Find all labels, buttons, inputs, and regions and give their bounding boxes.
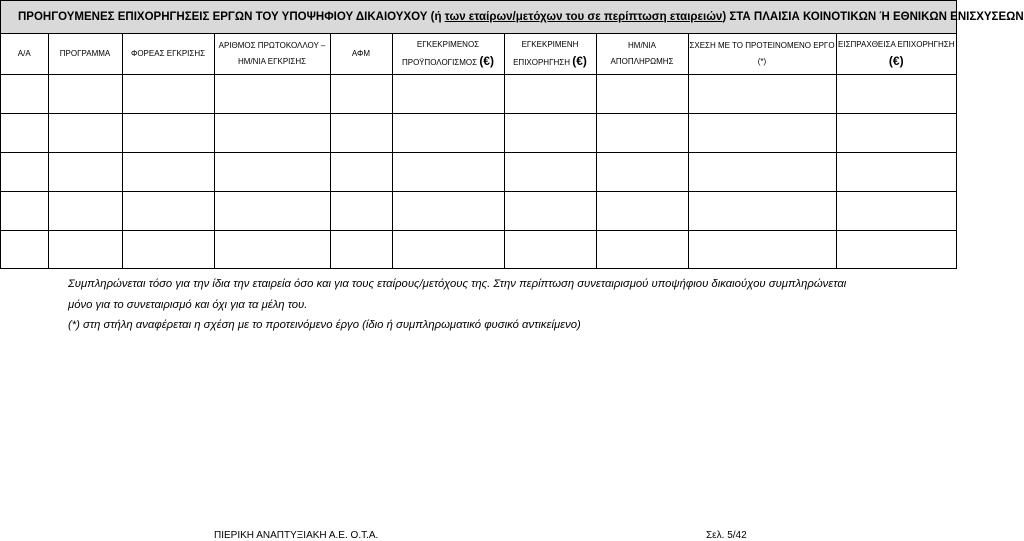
table-cell[interactable] (330, 75, 392, 114)
table-cell[interactable] (122, 114, 214, 153)
table-cell[interactable] (596, 75, 688, 114)
col-header-protocol-date: ΑΡΙΘΜΟΣ ΠΡΩΤΟΚΟΛΛΟΥ – ΗΜ/ΝΙΑ ΕΓΚΡΙΣΗΣ (214, 34, 330, 75)
footnotes (68, 274, 948, 336)
table-cell[interactable] (688, 153, 836, 192)
table-cell[interactable] (688, 114, 836, 153)
table-cell[interactable] (48, 114, 122, 153)
table-title (1, 1, 1024, 34)
footer-page-number: Σελ. 5/42 (706, 530, 747, 541)
table-cell[interactable] (122, 192, 214, 231)
col-header-approval-body: ΦΟΡΕΑΣ ΕΓΚΡΙΣΗΣ (122, 34, 214, 75)
table-cell[interactable] (504, 153, 596, 192)
table-cell[interactable] (48, 153, 122, 192)
col-header-program: ΠΡΟΓΡΑΜΜΑ (48, 34, 122, 75)
table-title-prefix: ΠΡΟΗΓΟΥΜΕΝΕΣ ΕΠΙΧΟΡΗΓΗΣΕΙΣ ΕΡΓΩΝ ΤΟΥ ΥΠΟΨΗΦΙΟΥ ΔΙΚΑΙΟΥΧΟΥ (ή (18, 11, 445, 23)
header-row (1, 34, 956, 75)
table-cell[interactable] (504, 231, 596, 270)
table-cell[interactable] (836, 153, 956, 192)
table-cell[interactable] (214, 75, 330, 114)
table-cell[interactable] (48, 192, 122, 231)
table-cell[interactable] (688, 75, 836, 114)
form-table-frame (0, 0, 1024, 269)
table-cell[interactable] (836, 75, 956, 114)
col-header-relation: ΣΧΕΣΗ ΜΕ ΤΟ ΠΡΟΤΕΙΝΟΜΕΝΟ ΕΡΓΟ (*) (688, 34, 836, 75)
table-cell[interactable] (214, 192, 330, 231)
col-header-payment-date: ΗΜ/ΝΙΑ ΑΠΟΠΛΗΡΩΜΗΣ (596, 34, 688, 75)
note-line: (*) στη στήλη αναφέρεται η σχέση με το προτεινόμενο έργο (ίδιο ή συμπληρωματικό φυσικό αντικείμενο) (68, 319, 581, 331)
table-cell[interactable] (122, 153, 214, 192)
table-row (1, 75, 956, 114)
table-cell[interactable] (596, 153, 688, 192)
col-header-collected-subsidy: ΕΙΣΠΡΑΧΘΕΙΣΑ ΕΠΙΧΟΡΗΓΗΣΗ (€) (836, 34, 956, 75)
table-cell[interactable] (1, 153, 48, 192)
table-cell[interactable] (48, 75, 122, 114)
table-cell[interactable] (836, 231, 956, 270)
table-cell[interactable] (214, 153, 330, 192)
table-cell[interactable] (392, 192, 504, 231)
table-cell[interactable] (330, 153, 392, 192)
table-cell[interactable] (688, 192, 836, 231)
table-cell[interactable] (1, 75, 48, 114)
table-cell[interactable] (596, 231, 688, 270)
table-title-suffix: ) ΣΤΑ ΠΛΑΙΣΙΑ ΚΟΙΝΟΤΙΚΩΝ Ή ΕΘΝΙΚΩΝ ΕΝΙΣΧΥΣΕΩΝ (722, 11, 1024, 23)
note-line: μόνο για το συνεταιρισμό και όχι για τα μέλη του. (68, 298, 308, 311)
table-cell[interactable] (392, 114, 504, 153)
table-cell[interactable] (392, 153, 504, 192)
table-cell[interactable] (392, 231, 504, 270)
table-row (1, 231, 956, 270)
table-cell[interactable] (596, 114, 688, 153)
table-cell[interactable] (504, 192, 596, 231)
col-header-approved-budget: ΕΓΚΕΚΡΙΜΕΝΟΣ ΠΡΟΫΠΟΛΟΓΙΣΜΟΣ (€) (392, 34, 504, 75)
table-row (1, 114, 956, 153)
table-cell[interactable] (836, 114, 956, 153)
table-cell[interactable] (330, 192, 392, 231)
col-header-approved-subsidy: ΕΓΚΕΚΡΙΜΕΝΗ ΕΠΙΧΟΡΗΓΗΣΗ (€) (504, 34, 596, 75)
table-cell[interactable] (330, 231, 392, 270)
table-cell[interactable] (596, 192, 688, 231)
table-cell[interactable] (48, 231, 122, 270)
table-cell[interactable] (330, 114, 392, 153)
table-cell[interactable] (688, 231, 836, 270)
table-cell[interactable] (836, 192, 956, 231)
table-cell[interactable] (122, 231, 214, 270)
col-header-afm: ΑΦΜ (330, 34, 392, 75)
col-header-aa: Α/Α (1, 34, 48, 75)
table-cell[interactable] (214, 114, 330, 153)
table-cell[interactable] (504, 114, 596, 153)
footer-organization: ΠΙΕΡΙΚΗ ΑΝΑΠΤΥΞΙΑΚΗ Α.Ε. Ο.Τ.Α. (214, 530, 379, 541)
table-cell[interactable] (122, 75, 214, 114)
table-title-underlined: των εταίρων/μετόχων του σε περίπτωση εταιρειών (444, 11, 723, 23)
table-cell[interactable] (214, 231, 330, 270)
table-cell[interactable] (1, 114, 48, 153)
table-cell[interactable] (392, 75, 504, 114)
note-line: Συμπληρώνεται τόσο για την ίδια την εταιρεία όσο και για τους εταίρους/μετόχους της. Στην περίπτωση συνεταιρισμού υποψήφιου δικαιούχου συμπληρώνεται (68, 278, 847, 290)
table-cell[interactable] (1, 192, 48, 231)
table-row (1, 153, 956, 192)
table-cell[interactable] (504, 75, 596, 114)
previous-subsidies-table (1, 34, 956, 269)
table-row (1, 192, 956, 231)
table-cell[interactable] (1, 231, 48, 270)
